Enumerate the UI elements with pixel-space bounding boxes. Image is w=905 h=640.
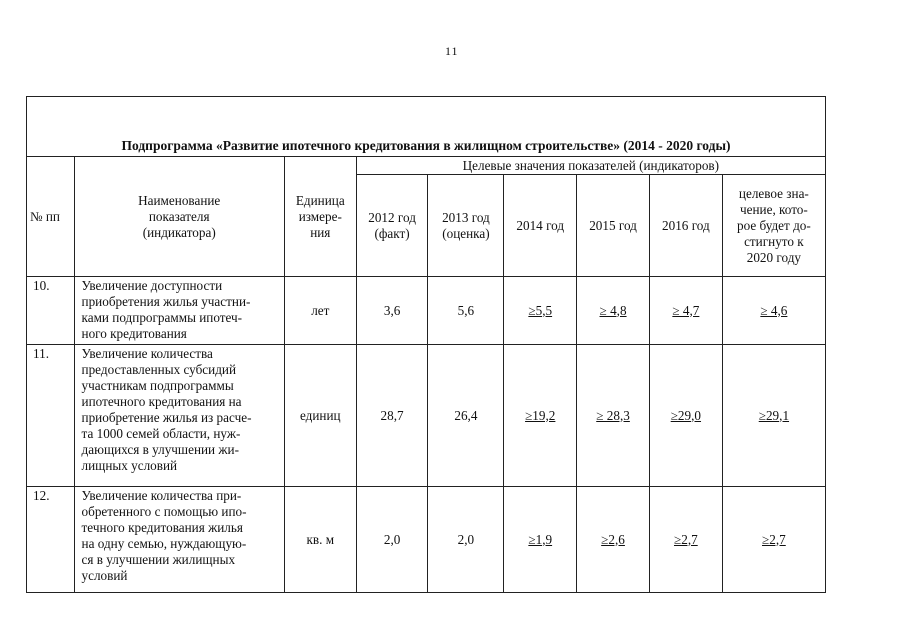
value-2015: ≥2,6 [601, 531, 625, 547]
table-title: Подпрограмма «Развитие ипотечного кредитования в жилищном строительстве» (2014 - 2020 годы) [27, 97, 826, 157]
table-row [27, 277, 826, 345]
value-2012: 3,6 [356, 277, 428, 345]
unit-cell: единиц [284, 345, 356, 487]
header-2012: 2012 год (факт) [356, 175, 428, 277]
value-2016: ≥ 4,7 [672, 302, 700, 318]
value-2020: ≥2,7 [762, 531, 786, 547]
indicator-name: Увеличение количества предоставленных субсидий участникам подпрограммы ипотечного кредитования на приобретение жилья из расче- та 1000 семей области, нуж- дающихся в улучшении жи- лищных условий [74, 345, 284, 487]
indicator-name: Увеличение доступности приобретения жилья участни- ками подпрограммы ипотеч- ного кредитования [74, 277, 284, 345]
value-2012: 2,0 [356, 487, 428, 593]
value-2013: 2,0 [428, 487, 504, 593]
table-row [27, 487, 826, 593]
header-2015: 2015 год [577, 175, 650, 277]
value-2016: ≥2,7 [673, 531, 698, 547]
value-2016: ≥29,0 [670, 407, 702, 423]
header-2014: 2014 год [504, 175, 577, 277]
value-2014: ≥5,5 [528, 302, 553, 318]
header-2013: 2013 год (оценка) [428, 175, 504, 277]
header-target-group: Целевые значения показателей (индикаторов) [356, 157, 825, 175]
value-2014: ≥1,9 [528, 531, 553, 547]
row-number: 12. [27, 487, 75, 593]
row-number: 11. [27, 345, 75, 487]
unit-cell: кв. м [284, 487, 356, 593]
indicator-name: Увеличение количества при- обретенного с помощью ипо- течного кредитования жилья на одну семью, нуждающую- ся в улучшении жилищных условий [74, 487, 284, 593]
indicators-table [26, 96, 826, 593]
value-2020: ≥ 4,6 [760, 302, 788, 318]
unit-cell: лет [284, 277, 356, 345]
page-number: 11 [445, 44, 459, 58]
value-2013: 26,4 [428, 345, 504, 487]
table-row [27, 345, 826, 487]
header-num: № пп [27, 157, 75, 277]
value-2020: ≥29,1 [758, 407, 790, 423]
header-name: Наименование показателя (индикатора) [74, 157, 284, 277]
value-2015: ≥ 28,3 [596, 407, 630, 423]
value-2015: ≥ 4,8 [599, 302, 627, 318]
row-number: 10. [27, 277, 75, 345]
header-unit: Единица измере- ния [284, 157, 356, 277]
value-2014: ≥19,2 [525, 407, 556, 423]
value-2012: 28,7 [356, 345, 428, 487]
header-target-2020: целевое зна- чение, кото- рое будет до- стигнуто к 2020 году [722, 175, 825, 277]
value-2013: 5,6 [428, 277, 504, 345]
header-2016: 2016 год [649, 175, 722, 277]
